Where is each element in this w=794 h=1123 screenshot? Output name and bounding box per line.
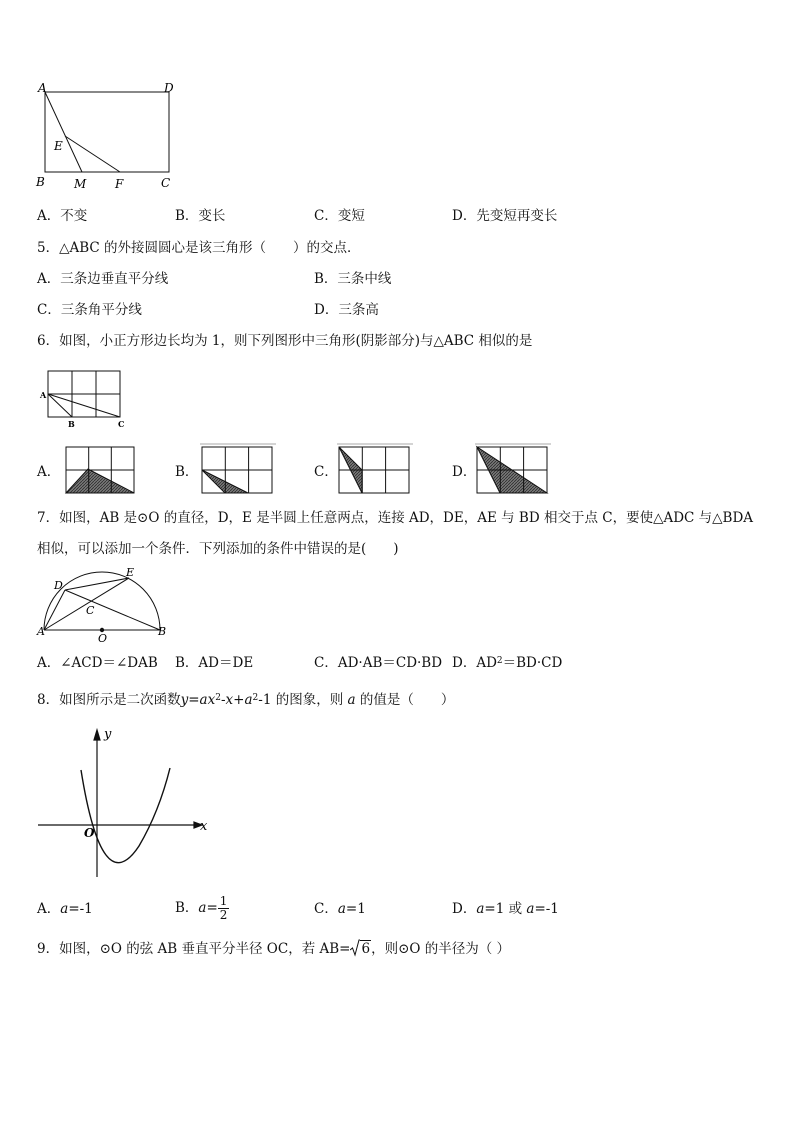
fig4-label-C: C: [161, 176, 171, 190]
q6-stem: 6．如图，小正方形边长均为 1，则下列图形中三角形(阴影部分)与△ABC 相似的是: [37, 333, 533, 349]
q7-option-a: A．∠ACD＝∠DAB: [37, 655, 158, 671]
sqrt-symbol: 6: [350, 939, 371, 959]
q6-reference-grid: [38, 367, 128, 431]
fig4-label-E: E: [54, 139, 63, 153]
q7-stem-line1: 7．如图，AB 是⊙O 的直径，D，E 是半圆上任意两点，连接 AD，DE，AE 与 BD 相交于点 C，要使△ADC 与△BDA: [37, 510, 754, 526]
q8-parabola-graph: [34, 722, 214, 882]
q6-label-A: A: [40, 390, 47, 400]
q5-stem: 5．△ABC 的外接圆圆心是该三角形（ ）的交点．: [37, 240, 361, 256]
q7-label-E: E: [126, 566, 135, 579]
q6-option-c-grid: [337, 443, 413, 497]
q8-stem: 8．如图所示是二次函数$y=ax^2-x+a^2-1$ 的图象，则 a 的值是（ ）: [37, 692, 455, 708]
q8-origin-O: O: [84, 826, 95, 840]
q7-option-b: B．AD＝DE: [175, 655, 254, 671]
q6-label-C: C: [118, 419, 125, 429]
q6-label-B: B: [68, 419, 75, 429]
q7-stem-line2: 相似，可以添加一个条件．下列添加的条件中错误的是( ): [37, 541, 399, 557]
q6-option-a-label: A．: [37, 464, 61, 480]
q5-option-a: A．三条边垂直平分线: [37, 271, 169, 287]
fig4-label-M: M: [74, 177, 87, 191]
q7-label-A: A: [37, 625, 45, 638]
q7-label-B: B: [158, 625, 167, 638]
q6-option-d-label: D．: [452, 464, 477, 480]
q6-option-b-grid: [200, 443, 276, 497]
q4-option-d: D．先变短再变长: [452, 208, 558, 224]
q7-label-D: D: [54, 579, 63, 592]
q9-stem: 9．如图，⊙O 的弦 AB 垂直平分半径 OC，若 AB= 6，则⊙O 的半径为（ ）: [37, 941, 511, 957]
fig4-label-B: B: [36, 175, 45, 189]
q8-option-d: D．a=1 或 a=-1: [452, 901, 559, 917]
q6-option-c-label: C．: [314, 464, 338, 480]
q4-option-b: B．变长: [175, 208, 226, 224]
fig4-label-A: A: [38, 81, 47, 95]
q4-rectangle-figure: [30, 80, 180, 195]
q7-label-O: O: [98, 632, 108, 642]
q6-option-b-label: B．: [175, 464, 199, 480]
q8-option-b: B．a= $\frac{1}{2}$: [175, 894, 228, 922]
q5-option-d: D．三条高: [314, 302, 379, 318]
q8-axis-y: y: [104, 727, 112, 742]
q7-semicircle-figure: [34, 566, 174, 642]
q7-option-d: D．$AD^2=BD\cdot CD$: [452, 655, 563, 671]
q6-option-a-grid: [64, 445, 136, 497]
fig4-label-F: F: [115, 177, 124, 191]
q8-axis-x: x: [200, 819, 208, 834]
q8-option-c: C．a=1: [314, 901, 366, 917]
q8-option-a: A．a=-1: [37, 901, 93, 917]
q5-option-b: B．三条中线: [314, 271, 392, 287]
q4-option-c: C．变短: [314, 208, 365, 224]
fig4-label-D: D: [164, 81, 174, 95]
q7-option-c: C．AD·AB＝CD·BD: [314, 655, 443, 671]
q7-label-C: C: [86, 604, 95, 617]
q6-option-d-grid: [475, 443, 551, 497]
q4-option-a: A．不变: [37, 208, 88, 224]
q5-option-c: C．三条角平分线: [37, 302, 142, 318]
